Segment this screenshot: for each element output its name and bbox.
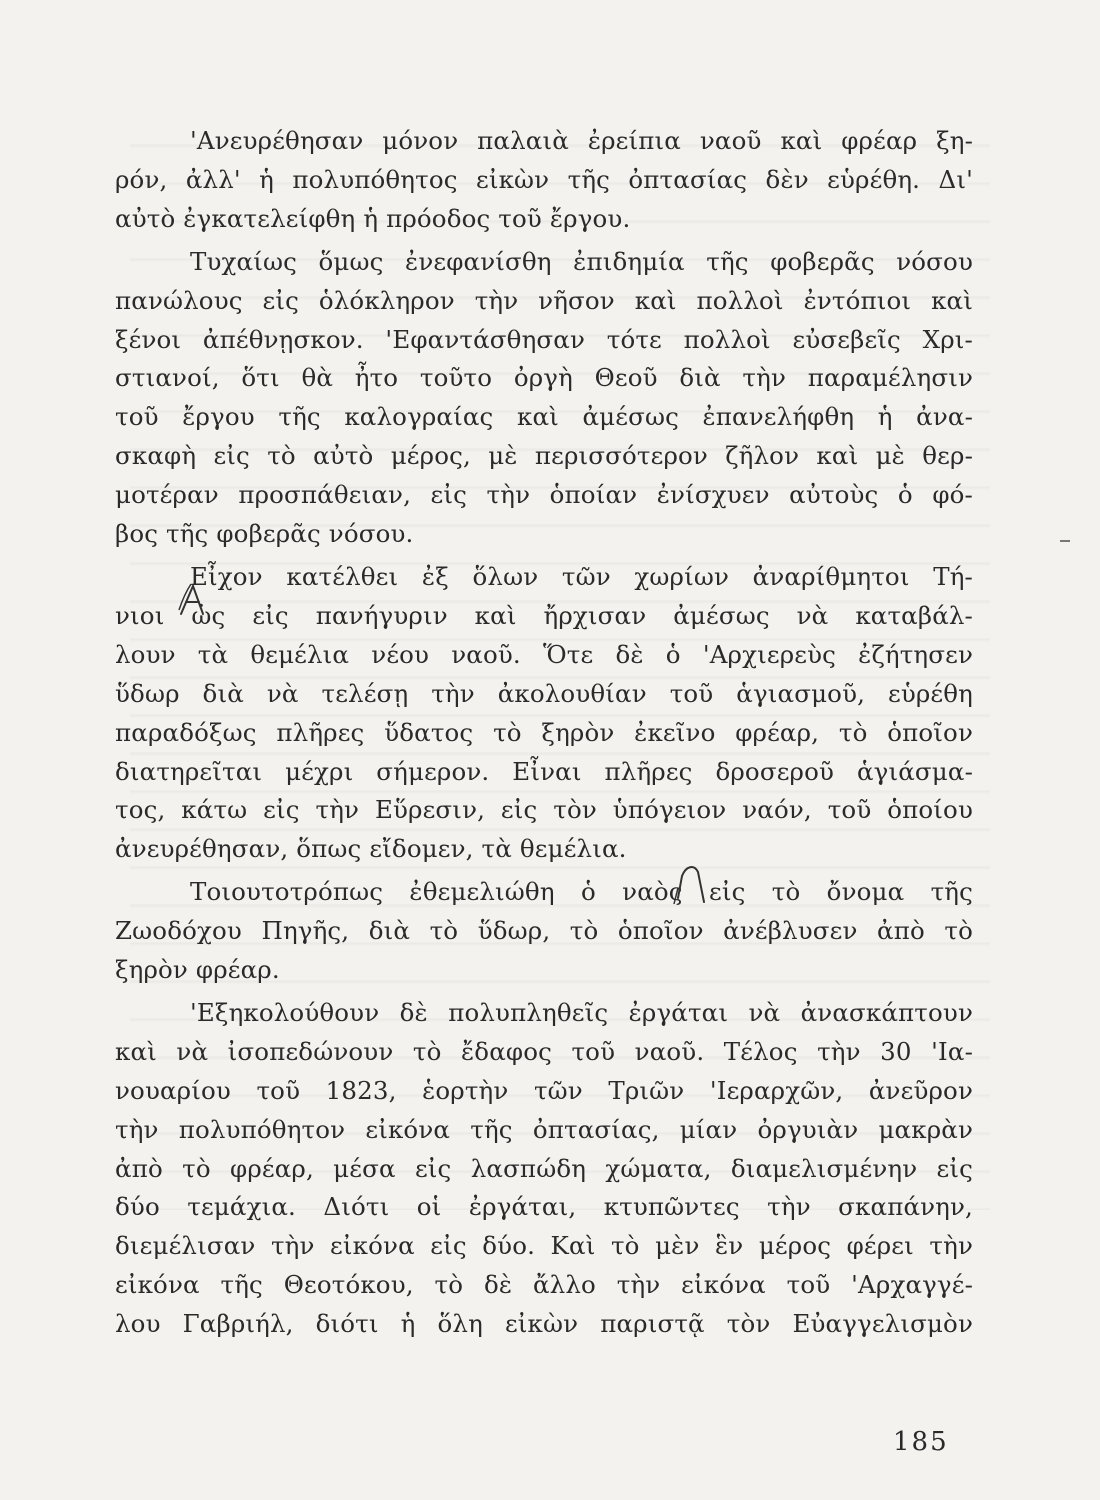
text-line: ξηρὸν φρέαρ. [115,955,280,985]
text-line: πανώλους εἰς ὁλόκληρον τὴν νῆσον καὶ πολλοὶ ἐντόπιοι καὶ [115,285,973,315]
text-line: ὕδωρ διὰ νὰ τελέσῃ τὴν ἀκολουθίαν τοῦ ἁγιασμοῦ, εὑρέθη [115,678,973,708]
paragraph-3 [115,558,973,869]
text-line: ρόν, ἀλλ' ἡ πολυπόθητος εἰκὼν τῆς ὀπτασίας δὲν εὑρέθη. Δι' [115,164,973,194]
text-line: νουαρίου τοῦ 1823, ἑορτὴν τῶν Τριῶν 'Ιεραρχῶν, ἀνεῦρον [115,1075,973,1105]
text-line: μοτέραν προσπάθειαν, εἰς τὴν ὁποίαν ἐνίσχυεν αὐτοὺς ὁ φό- [115,480,973,510]
text-line: εἰκόνα τῆς Θεοτόκου, τὸ δὲ ἄλλο τὴν εἰκόνα τοῦ 'Αρχαγγέ- [115,1270,973,1300]
text-line: νιοι ὡς εἰς πανήγυριν καὶ ἤρχισαν ἀμέσως νὰ καταβάλ- [115,600,973,630]
paragraph-4 [115,873,973,990]
text-line: λουν τὰ θεμέλια νέου ναοῦ. Ὅτε δὲ ὁ 'Αρχιερεὺς ἐζήτησεν [115,639,973,669]
text-line: Εἶχον κατέλθει ἐξ ὅλων τῶν χωρίων ἀναρίθμητοι Τή- [190,561,973,591]
text-line: δύο τεμάχια. Διότι οἱ ἐργάται, κτυπῶντες τὴν σκαπάνην, [115,1192,973,1222]
text-line: στιανοί, ὅτι θὰ ἦτο τοῦτο ὀργὴ Θεοῦ διὰ τὴν παραμέλησιν [115,363,973,393]
text-line: διατηρεῖται μέχρι σήμερον. Εἶναι πλῆρες δροσεροῦ ἁγιάσμα- [115,756,973,786]
text-line: καὶ νὰ ἰσοπεδώνουν τὸ ἔδαφος τοῦ ναοῦ. Τέλος τὴν 30 'Ια- [115,1036,973,1066]
text-line: τὴν πολυπόθητον εἰκόνα τῆς ὀπτασίας, μίαν ὀργυιὰν μακρὰν [115,1114,973,1144]
body-text [115,122,973,1344]
text-line: βος τῆς φοβερᾶς νόσου. [115,519,414,549]
paragraph-5 [115,994,973,1344]
text-line: 'Εξηκολούθουν δὲ πολυπληθεῖς ἐργάται νὰ ἀνασκάπτουν [190,997,973,1027]
text-line: λου Γαβριήλ, διότι ἡ ὅλη εἰκὼν παριστᾷ τὸν Εὐαγγελισμὸν [115,1309,973,1339]
page-number: 185 [893,1427,949,1457]
margin-mark [1060,540,1070,542]
text-line: Ζωοδόχου Πηγῆς, διὰ τὸ ὕδωρ, τὸ ὁποῖον ἀνέβλυσεν ἀπὸ τὸ [115,916,973,946]
text-line: διεμέλισαν τὴν εἰκόνα εἰς δύο. Καὶ τὸ μὲν ἓν μέρος φέρει τὴν [115,1231,973,1261]
paragraph-1 [115,122,973,239]
text-line: Τυχαίως ὅμως ἐνεφανίσθη ἐπιδημία τῆς φοβερᾶς νόσου [190,246,973,276]
text-line: τος, κάτω εἰς τὴν Εὕρεσιν, εἰς τὸν ὑπόγειον ναόν, τοῦ ὁποίου [115,795,973,825]
text-line: σκαφὴ εἰς τὸ αὐτὸ μέρος, μὲ περισσότερον ζῆλον καὶ μὲ θερ- [115,441,973,471]
text-line: ἀνευρέθησαν, ὅπως εἴδομεν, τὰ θεμέλια. [115,834,627,864]
text-line: 'Ανευρέθησαν μόνον παλαιὰ ἐρείπια ναοῦ καὶ φρέαρ ξη- [190,126,973,155]
paragraph-2 [115,243,973,554]
text-line: τοῦ ἔργου τῆς καλογραίας καὶ ἀμέσως ἐπανελήφθη ἡ ἀνα- [115,402,973,432]
text-line: Τοιουτοτρόπως ἐθεμελιώθη ὁ ναὸς εἰς τὸ ὄνομα τῆς [190,877,973,907]
text-line: αὐτὸ ἐγκατελείφθη ἡ πρόοδος τοῦ ἔργου. [115,203,631,233]
text-line: ξένοι ἀπέθνῃσκον. 'Εφαντάσθησαν τότε πολλοὶ εὐσεβεῖς Χρι- [115,324,973,354]
text-line: ἀπὸ τὸ φρέαρ, μέσα εἰς λασπώδη χώματα, διαμελισμένην εἰς [115,1153,973,1183]
text-line: παραδόξως πλῆρες ὕδατος τὸ ξηρὸν ἐκεῖνο φρέαρ, τὸ ὁποῖον [115,717,973,747]
